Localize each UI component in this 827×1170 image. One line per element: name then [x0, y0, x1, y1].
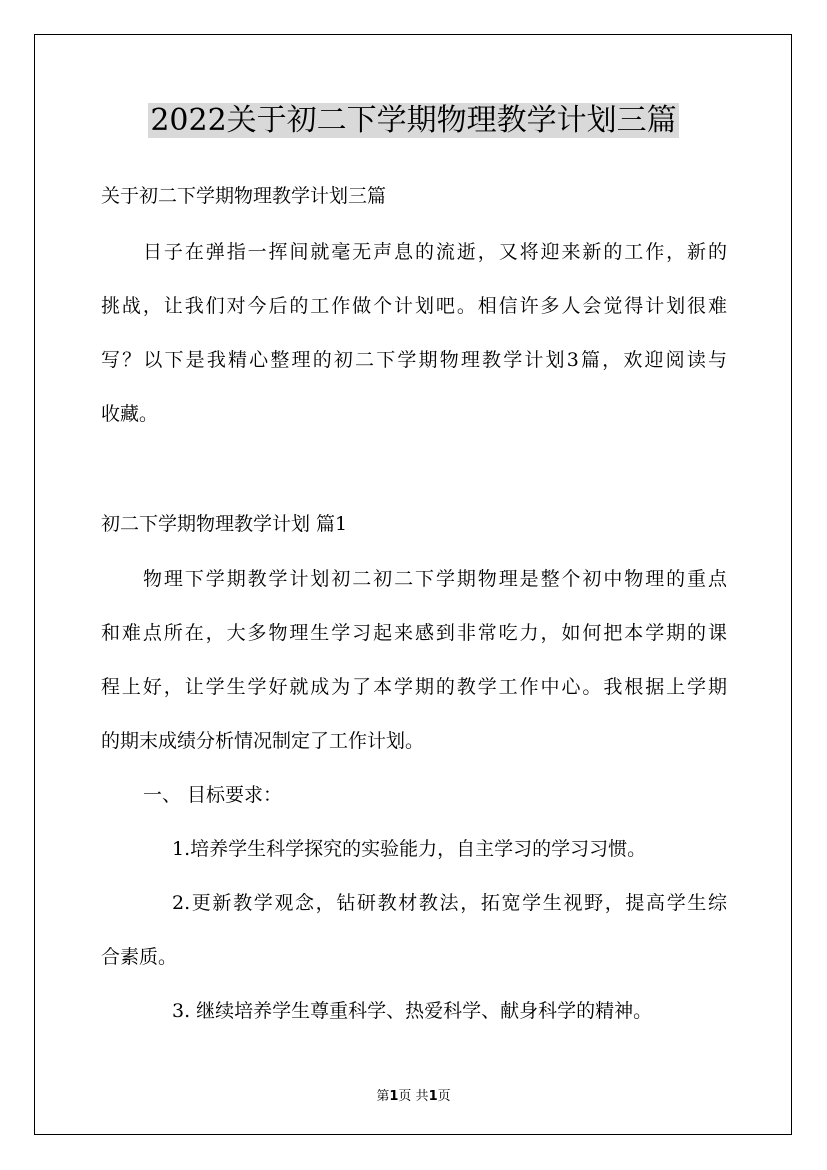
list-item-continuation: 合素质。	[101, 946, 178, 968]
paragraph-line: 的期末成绩分析情况制定了工作计划。	[101, 730, 425, 752]
footer-page-number: 1	[389, 1089, 399, 1104]
paragraph-line: 收藏。	[101, 403, 159, 425]
paragraph-line: 物理下学期教学计划初二初二下学期物理是整个初中物理的重点	[143, 568, 727, 590]
footer-mid: 页 共	[398, 1089, 429, 1104]
document-title: 2022关于初二下学期物理教学计划三篇	[150, 103, 677, 138]
footer-page-total: 1	[428, 1089, 438, 1104]
list-item: 2.更新教学观念，钻研教材教法，拓宽学生视野，提高学生综	[172, 892, 727, 914]
paragraph-line: 程上好，让学生学好就成为了本学期的教学工作中心。我根据上学期	[101, 676, 727, 698]
list-item: 3. 继续培养学生尊重科学、热爱科学、献身科学的精神。	[172, 1000, 653, 1022]
intro-heading: 关于初二下学期物理教学计划三篇	[101, 185, 387, 207]
paragraph-line: 日子在弹指一挥间就毫无声息的流逝，又将迎来新的工作，新的	[143, 241, 727, 263]
page-footer	[0, 1085, 827, 1104]
paragraph-line: 挑战，让我们对今后的工作做个计划吧。相信许多人会觉得计划很难	[101, 295, 727, 317]
list-item: 1.培养学生科学探究的实验能力，自主学习的学习习惯。	[172, 838, 647, 860]
paragraph-line: 写？以下是我精心整理的初二下学期物理教学计划3篇，欢迎阅读与	[101, 349, 727, 371]
paragraph-line: 和难点所在，大多物理生学习起来感到非常吃力，如何把本学期的课	[101, 622, 727, 644]
footer-prefix: 第	[376, 1089, 390, 1104]
section-heading: 初二下学期物理教学计划 篇1	[101, 513, 348, 535]
footer-suffix: 页	[437, 1089, 451, 1104]
document-title-block	[0, 100, 827, 142]
subsection-heading: 一、 目标要求：	[143, 784, 283, 806]
